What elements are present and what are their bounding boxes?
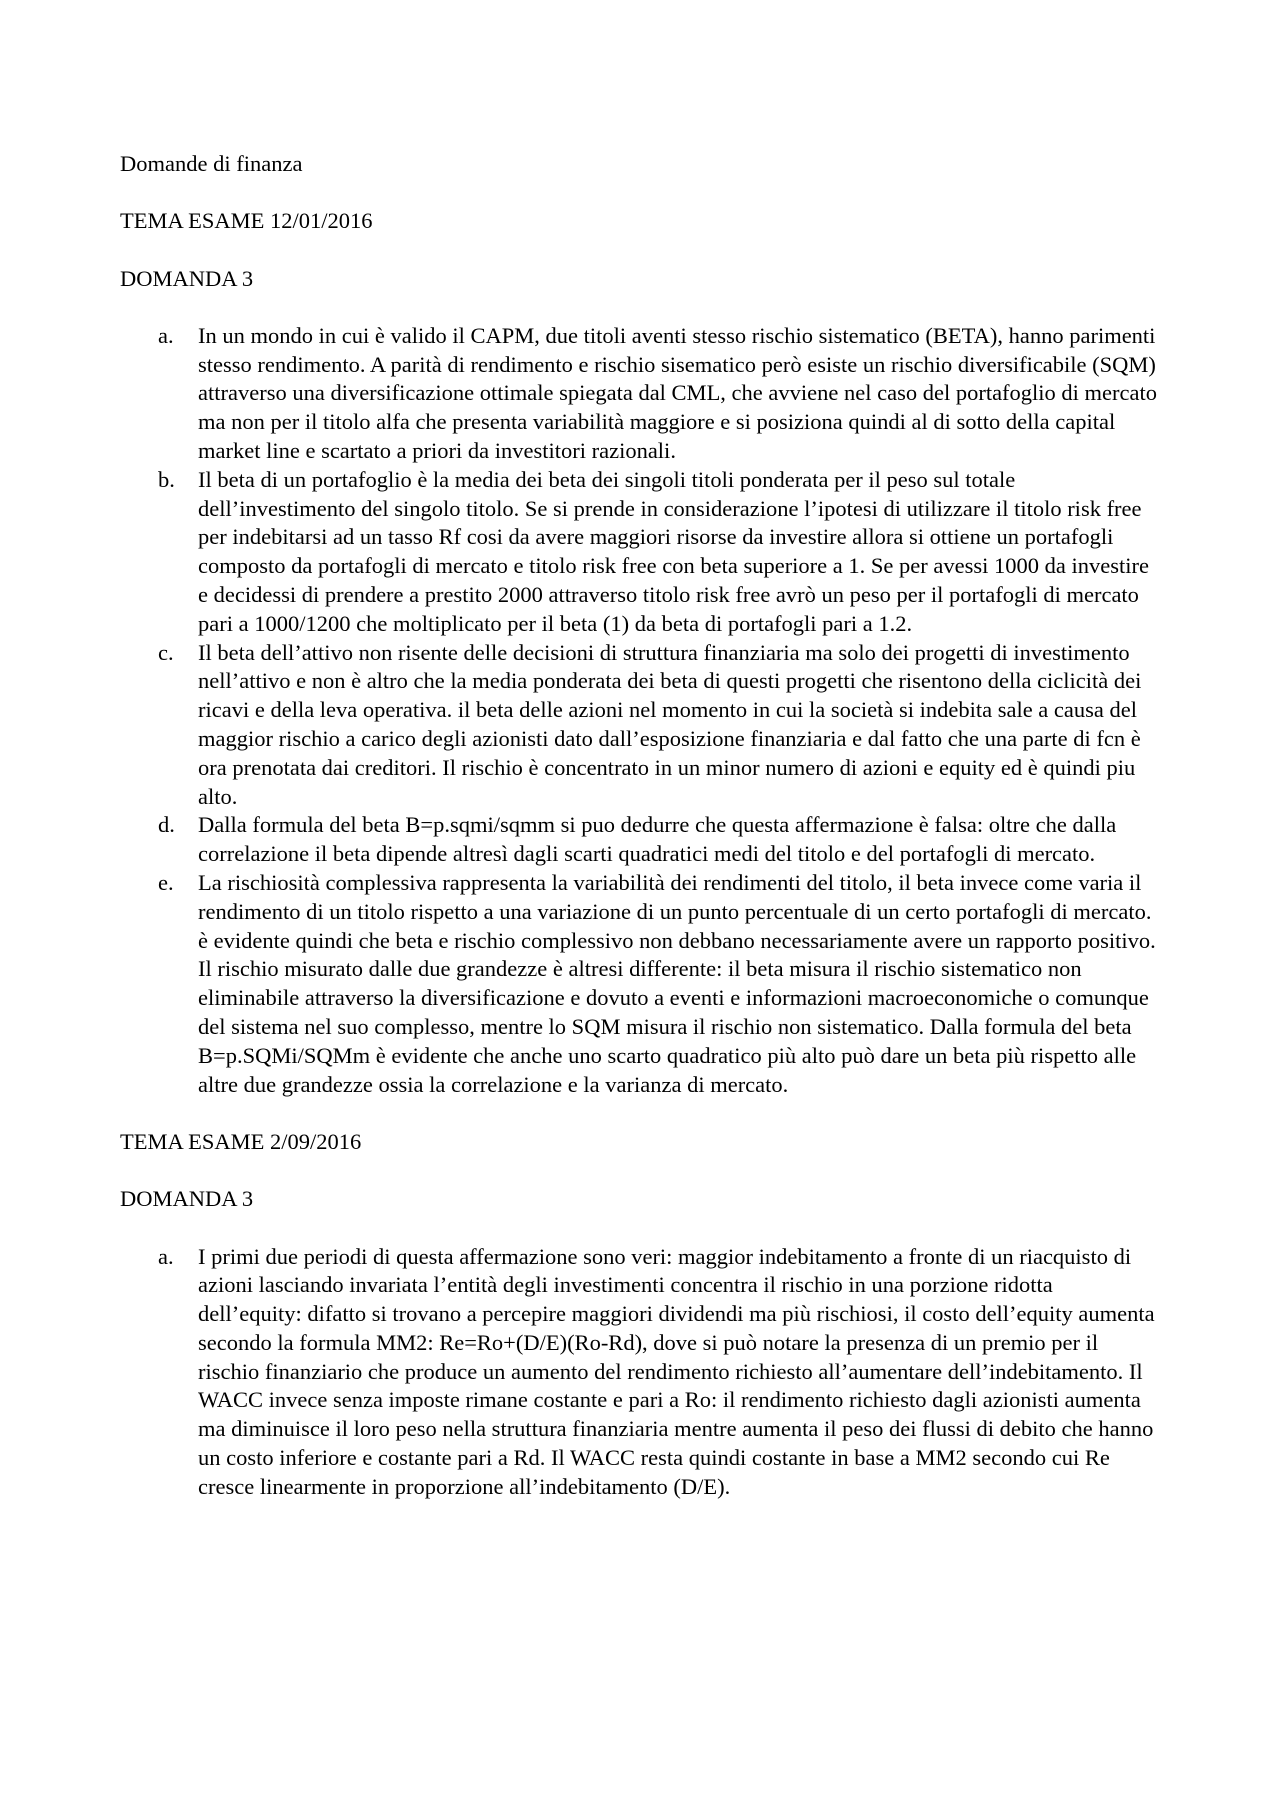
answer-marker: a. — [158, 1243, 174, 1269]
document-title: Domande di finanza — [120, 151, 303, 176]
question-heading: DOMANDA 3 — [120, 1186, 254, 1212]
answer-text: Il beta di un portafoglio è la media dei beta dei singoli titoli ponderata per il peso sul totale dell’investimento del singolo titolo. Se si prende in considerazione l’ipotesi di utilizzare il titolo risk free per indebitarsi ad un tasso Rf cosi da avere maggiori risorse da investire allora si ottiene un portafogli composto da portafogli di mercato e titolo risk free con beta superiore a 1. Se per avessi 1000 da investire e decidessi di prendere a prestito 2000 attraverso titolo risk free avrò un peso per il portafogli di mercato pari a 1000/1200 che moltiplicato per il beta (1) da beta di portafogli pari a 1.2. — [198, 466, 1149, 636]
answer-marker: a. — [158, 322, 174, 348]
answer-item — [120, 811, 1160, 869]
answer-text: In un mondo in cui è valido il CAPM, due titoli aventi stesso rischio sistematico (BETA), hanno parimenti stesso rendimento. A parità di rendimento e rischio sisematico però esiste un rischio diversificabile (SQM) attraverso una diversificazione ottimale spiegata dal CML, che avviene nel caso del portafoglio di mercato ma non per il titolo alfa che presenta variabilità maggiore e si posiziona quindi al di sotto della capital market line e scartato a priori da investitori razionali. — [198, 322, 1158, 464]
answer-item — [120, 639, 1160, 812]
answer-marker: e. — [158, 870, 174, 896]
answer-marker: d. — [158, 812, 175, 838]
exam-heading: TEMA ESAME 12/01/2016 — [120, 208, 373, 234]
answer-list — [120, 322, 1160, 1100]
answer-text: La rischiosità complessiva rappresenta la variabilità dei rendimenti del titolo, il beta invece come varia il rendimento di un titolo rispetto a una variazione di un punto percentuale di un certo portafogli di mercato. è evidente quindi che beta e rischio complessivo non debbano necessariamente avere un rapporto positivo. Il rischio misurato dalle due grandezze è altresi differente: il beta misura il rischio sistematico non eliminabile attraverso la diversificazione e dovuto a eventi e informazioni macroeconomiche o comunque del sistema nel suo complesso, mentre lo SQM misura il rischio non sistematico. Dalla formula del beta B=p.SQMi/SQMm è evidente che anche uno scarto quadratico più alto può dare un beta più rispetto alle altre due grandezze ossia la correlazione e la varianza di mercato. — [198, 870, 1156, 1097]
answer-item — [120, 322, 1160, 466]
answer-list — [120, 1243, 1160, 1502]
answer-item — [120, 1243, 1160, 1502]
exam-heading: TEMA ESAME 2/09/2016 — [120, 1128, 362, 1154]
question-heading: DOMANDA 3 — [120, 265, 254, 291]
document-page — [120, 150, 1160, 1530]
answer-item — [120, 869, 1160, 1099]
answer-text: Dalla formula del beta B=p.sqmi/sqmm si puo dedurre che questa affermazione è falsa: oltre che dalla correlazione il beta dipende altresì dagli scarti quadratici medi del titolo e del portafogli di mercato. — [198, 812, 1117, 867]
answer-item — [120, 466, 1160, 639]
answer-marker: c. — [158, 639, 174, 665]
answer-text: I primi due periodi di questa affermazione sono veri: maggior indebitamento a fronte di un riacquisto di azioni lasciando invariata l’entità degli investimenti concentra il rischio in una porzione ridotta dell’equity: difatto si trovano a percepire maggiori dividendi ma più rischiosi, il costo dell’equity aumenta secondo la formula MM2: Re=Ro+(D/E)(Ro-Rd), dove si può notare la presenza di un premio per il rischio finanziario che produce un aumento del rendimento richiesto all’aumentare dell’indebitamento. Il WACC invece senza imposte rimane costante e pari a Ro: il rendimento richiesto dagli azionisti aumenta ma diminuisce il loro peso nella struttura finanziaria mentre aumenta il peso dei flussi di debito che hanno un costo inferiore e costante pari a Rd. Il WACC resta quindi costante in base a MM2 secondo cui Re cresce linearmente in proporzione all’indebitamento (D/E). — [198, 1243, 1155, 1499]
answer-marker: b. — [158, 466, 175, 492]
answer-text: Il beta dell’attivo non risente delle decisioni di struttura finanziaria ma solo dei progetti di investimento nell’attivo e non è altro che la media ponderata dei beta di questi progetti che risentono della ciclicità dei ricavi e della leva operativa. il beta delle azioni nel momento in cui la società si indebita sale a causa del maggior rischio a carico degli azionisti dato dall’esposizione finanziaria e dal fatto che una parte di fcn è ora prenotata dai creditori. Il rischio è concentrato in un minor numero di azioni e equity ed è quindi piu alto. — [198, 639, 1142, 809]
